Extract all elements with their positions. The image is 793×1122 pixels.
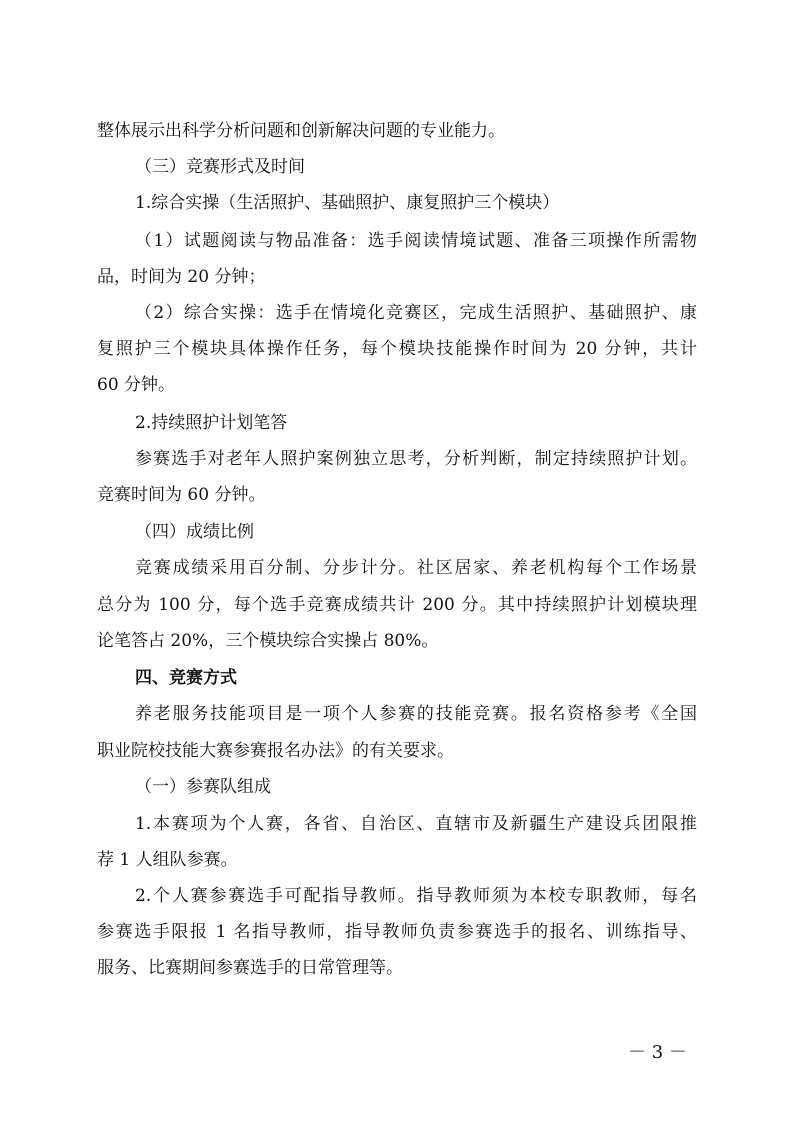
subsection-heading: （一）参赛队组成 bbox=[135, 777, 271, 797]
body-text-line: 职业院校技能大赛参赛报名办法》的有关要求。 bbox=[97, 741, 454, 761]
body-text-line: 竞赛时间为 60 分钟。 bbox=[97, 485, 266, 505]
body-text-line: 1.本赛项为个人赛，各省、自治区、直辖市及新疆生产建设兵团限推 bbox=[135, 814, 697, 834]
section-heading: 四、竞赛方式 bbox=[135, 668, 237, 688]
body-text-line: （1）试题阅读与物品准备：选手阅读情境试题、准备三项操作所需物 bbox=[135, 231, 697, 251]
body-text-line: 复照护三个模块具体操作任务，每个模块技能操作时间为 20 分钟，共计 bbox=[97, 339, 697, 359]
body-text-line: 论笔答占 20%，三个模块综合实操占 80%。 bbox=[97, 631, 439, 651]
body-text-line: 竞赛成绩采用百分制、分步计分。社区居家、养老机构每个工作场景 bbox=[135, 558, 697, 578]
body-text-line: 总分为 100 分，每个选手竞赛成绩共计 200 分。其中持续照护计划模块理 bbox=[97, 595, 697, 615]
item-heading: 1.综合实操（生活照护、基础照护、康复照护三个模块） bbox=[135, 193, 560, 213]
body-text-line: 品，时间为 20 分钟； bbox=[97, 267, 266, 287]
body-text-line: 2.个人赛参赛选手可配指导教师。指导教师须为本校专职教师，每名 bbox=[135, 886, 697, 906]
body-text-line: 养老服务技能项目是一项个人参赛的技能竞赛。报名资格参考《全国 bbox=[135, 704, 697, 724]
item-heading: 2.持续照护计划笔答 bbox=[135, 413, 288, 433]
body-text-line: 整体展示出科学分析问题和创新解决问题的专业能力。 bbox=[97, 121, 505, 141]
page-number: － 3 － bbox=[628, 1042, 687, 1063]
body-text-line: 参赛选手限报 1 名指导教师，指导教师负责参赛选手的报名、训练指导、 bbox=[97, 922, 697, 942]
body-text-line: 服务、比赛期间参赛选手的日常管理等。 bbox=[97, 958, 403, 978]
body-text-line: 荐 1 人组队参赛。 bbox=[97, 850, 238, 870]
body-text-line: 参赛选手对老年人照护案例独立思考，分析判断，制定持续照护计划。 bbox=[135, 449, 697, 469]
subsection-heading: （四）成绩比例 bbox=[135, 522, 254, 542]
body-text-line: （2）综合实操：选手在情境化竞赛区，完成生活照护、基础照护、康 bbox=[135, 303, 697, 323]
body-text-line: 60 分钟。 bbox=[97, 375, 176, 395]
subsection-heading: （三）竞赛形式及时间 bbox=[135, 157, 305, 177]
